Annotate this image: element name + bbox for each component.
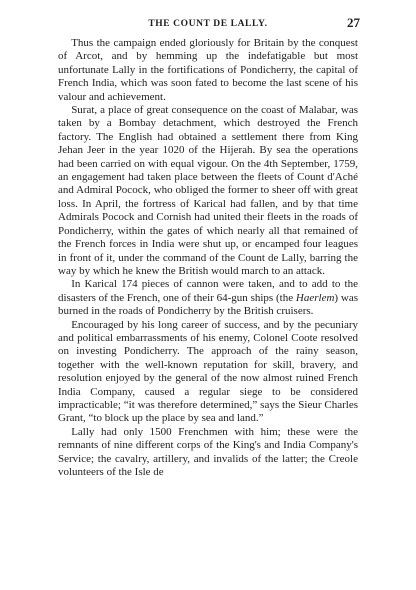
book-page — [58, 16, 358, 479]
karical-text-before: In Karical 174 pieces of cannon were taken, and to add to the disasters of the French, one of their 64-gun ships (the — [58, 278, 358, 304]
paragraph-lally-forces: Lally had only 1500 Frenchmen with him; these were the remnants of nine different corps of the King's and India Company's Service; the cavalry, artillery, and invalids of the latter; the Creole volunteers of the Isle de — [58, 425, 358, 478]
paragraph-surat: Surat, a place of great consequence on the coast of Malabar, was taken by a Bombay detachment, which destroyed the French factory. The English had obtained a settlement there from King Jehan Jeer in the year 1020 of the Hijerah. By sea the operations had been carried on with equal vigour. On the 4th September, 1759, an engagement had taken place between the fleets of Count d'Aché and Admiral Pocock, who obliged the former to sheer off with great loss. In April, the fortress of Karical had fallen, and by that time Admirals Pocock and Cornish had united their fleets in the roads of Pondicherry, within the gates of which nearly all that remained of the French forces in India were shut up, or encamped four leagues in front of it, under the command of the Count de Lally, barring the way by which he knew the British would march to an attack. — [58, 104, 358, 277]
paragraph-campaign-ended: Thus the campaign ended gloriously for Britain by the conquest of Arcot, and by hemming up the indefatigable but most unfortunate Lally in the fortifications of Pondicherry, the capital of French India, which was soon fated to become the last scene of his valour and achievement. — [58, 37, 358, 103]
page-number: 27 — [347, 15, 360, 30]
paragraph-karical — [58, 278, 358, 318]
karical-text-after: ) was burned in the roads of Pondicherry by the British cruisers. — [58, 291, 358, 318]
ship-name: Haerlem — [295, 291, 335, 304]
page-header — [58, 16, 358, 32]
running-title: THE COUNT DE LALLY. — [148, 19, 268, 29]
paragraph-coote-siege: Encouraged by his long career of success, and by the pecuniary and political embarrassments of his enemy, Colonel Coote resolved on investing Pondicherry. The approach of the rainy season, together with the well-known reputation for skill, bravery, and resolution enjoyed by the general of the now almost ruined French India Company, caused a regular siege to be considered impracticable; “it was therefore determined,” says the Sieur Charles Grant, “to block up the place by sea and land.” — [58, 318, 358, 425]
